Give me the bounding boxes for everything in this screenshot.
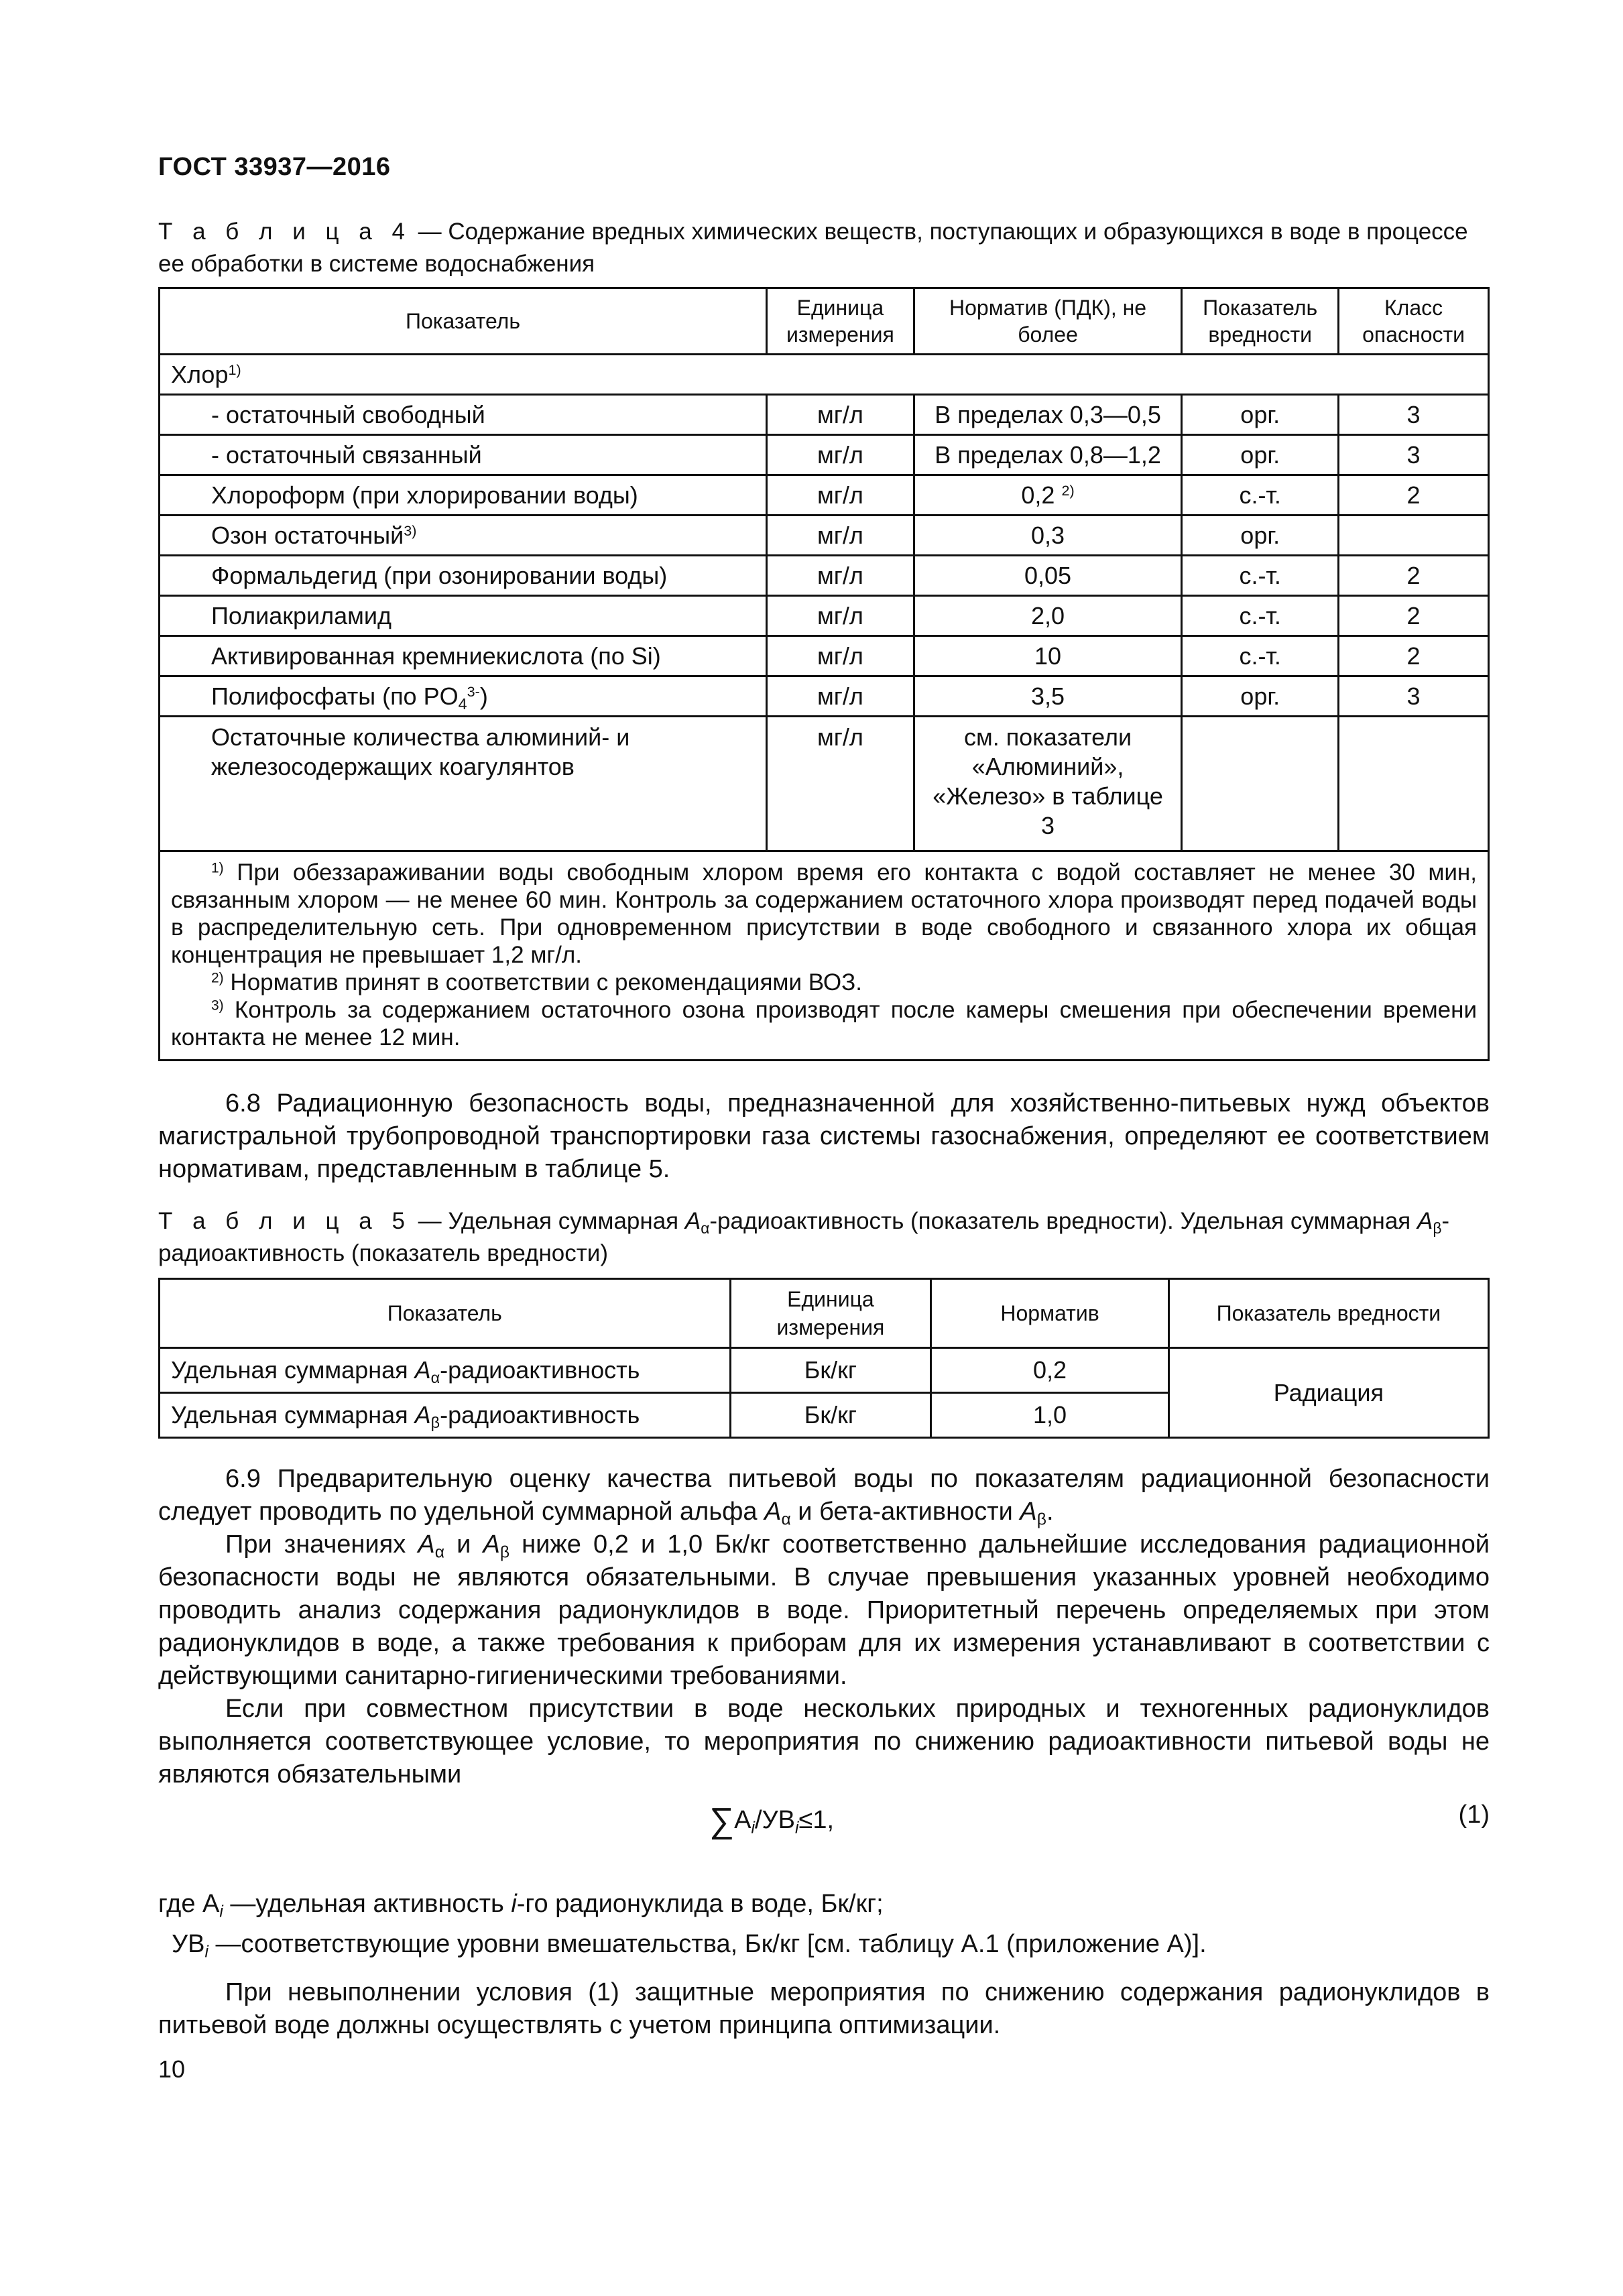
where-block <box>158 1884 1490 1964</box>
name-text: ) <box>479 682 488 710</box>
text: —соответствующие уровни вмешательства, Бк/кг [см. таблицу А.1 (приложение А)]. <box>208 1930 1207 1958</box>
index-i: i <box>219 1902 223 1921</box>
row-unit: Бк/кг <box>730 1348 931 1393</box>
footnote-1 <box>171 859 1477 969</box>
row-norm: 0,3 <box>914 516 1181 556</box>
paragraph-last <box>158 1976 1490 2042</box>
row-name <box>160 676 767 717</box>
text: —удельная активность <box>223 1890 512 1918</box>
symbol-a: A <box>418 1530 435 1559</box>
subscript: β <box>1433 1219 1442 1237</box>
paragraph-text <box>158 1528 1490 1693</box>
row-norm: В пределах 0,8—1,2 <box>914 435 1181 475</box>
text: и <box>444 1530 483 1559</box>
table-row <box>160 676 1489 717</box>
row-class: 3 <box>1339 676 1489 717</box>
paragraph-text <box>158 1463 1490 1528</box>
text: ниже 0,2 и 1,0 Бк/кг соответственно дальнейшие исследования радиационной безопасности воды не являются обязательными. В случае превышения указанных уровней необходимо проводить анализ содержания радионуклидов в воде. Приоритетный перечень определяемых при этом радионуклидов в воде, а также требования к приборам для их измерения устанавливают в соответствии с действующими санитарно-гигиеническими требованиями. <box>158 1530 1490 1690</box>
equation-formula <box>709 1801 834 1841</box>
sum-symbol: ∑ <box>709 1801 735 1840</box>
name-text: Удельная суммарная <box>171 1356 415 1384</box>
text: где A <box>158 1890 220 1918</box>
row-class: 2 <box>1339 636 1489 676</box>
row-harm: орг. <box>1182 516 1339 556</box>
footnote-text: Контроль за содержанием остаточного озона производят после камеры смешения при обеспечении времени контакта не менее 12 мин. <box>171 997 1477 1050</box>
table5-header-cell: Единица измерения <box>730 1279 931 1348</box>
table-row <box>160 636 1489 676</box>
row-unit: Бк/кг <box>730 1393 931 1438</box>
footnote-mark: 3) <box>404 522 417 539</box>
table4-header-cell: Единица измерения <box>766 288 914 355</box>
row-norm: 3,5 <box>914 676 1181 717</box>
table4-caption <box>158 216 1490 280</box>
row-harm <box>1182 717 1339 851</box>
table5-header-cell: Показатель вредности <box>1168 1279 1488 1348</box>
table5-caption <box>158 1205 1490 1270</box>
symbol-a: A <box>1020 1498 1037 1526</box>
row-class: 3 <box>1339 435 1489 475</box>
symbol-a: A <box>684 1208 701 1234</box>
text: При значениях <box>225 1530 418 1559</box>
row-name: Активированная кремниекислота (по Si) <box>160 636 767 676</box>
table-row <box>160 1348 1489 1393</box>
row-class <box>1339 717 1489 851</box>
eq-text: ≤1, <box>798 1806 835 1834</box>
table4-footnotes <box>160 851 1489 1061</box>
row-class: 2 <box>1339 596 1489 636</box>
symbol-a: A <box>764 1498 782 1526</box>
row-unit: мг/л <box>766 596 914 636</box>
table4-footnotes-row <box>160 851 1489 1061</box>
paragraph-text: Если при совместном присутствии в воде нескольких природных и техногенных радионуклидов выполняется соответствующее условие, то мероприятия по снижению радиоактивности питьевой воды не являются обязательными <box>158 1695 1490 1789</box>
name-text: -радиоактивность <box>440 1401 640 1429</box>
footnote-mark: 3) <box>211 998 224 1014</box>
table-row <box>160 475 1489 516</box>
table4-group-cell <box>160 355 1489 395</box>
table4-header-row <box>160 288 1489 355</box>
row-name: Полиакриламид <box>160 596 767 636</box>
name-text: Удельная суммарная <box>171 1401 415 1429</box>
row-name <box>160 516 767 556</box>
paragraph-6-9 <box>158 1463 1490 1791</box>
row-unit: мг/л <box>766 516 914 556</box>
symbol-a: A <box>483 1530 500 1559</box>
index-i: i <box>751 1819 755 1837</box>
table5-header-cell: Норматив <box>931 1279 1168 1348</box>
table-row <box>160 556 1489 596</box>
subscript: α <box>701 1219 710 1237</box>
name-text: -радиоактивность <box>440 1356 640 1384</box>
footnote-mark: 1) <box>228 361 241 378</box>
name-text: Озон остаточный <box>211 521 404 549</box>
equation-1 <box>158 1801 1490 1841</box>
row-name <box>160 1393 731 1438</box>
text: 6.9 Предварительную оценку качества питьевой воды по показателям радиационной безопасности следует проводить по удельной суммарной альфа <box>158 1465 1490 1526</box>
group-label: Хлор <box>171 360 229 388</box>
row-norm: В пределах 0,3—0,5 <box>914 395 1181 435</box>
where-line <box>158 1884 1490 1924</box>
eq-text: A <box>734 1806 752 1834</box>
subscript: α <box>781 1510 791 1529</box>
row-class: 3 <box>1339 395 1489 435</box>
row-norm: 0,2 <box>931 1348 1168 1393</box>
equation-number: (1) <box>1458 1801 1490 1829</box>
subscript: β <box>430 1414 440 1432</box>
eq-text: /УВ <box>754 1806 795 1834</box>
text: и бета-активности <box>790 1498 1020 1526</box>
paragraph-text: При невыполнении условия (1) защитные мероприятия по снижению содержания радионуклидов в питьевой воде должны осуществлять с учетом принципа оптимизации. <box>158 1978 1490 2039</box>
index-i: i <box>794 1819 799 1837</box>
row-harm: с.-т. <box>1182 596 1339 636</box>
name-text: Полифосфаты (по PO <box>211 682 459 710</box>
subscript: 4 <box>458 694 467 713</box>
footnote-mark: 1) <box>211 860 224 876</box>
table4 <box>158 287 1490 1061</box>
row-unit: мг/л <box>766 435 914 475</box>
row-norm: 10 <box>914 636 1181 676</box>
caption-text: — Удельная суммарная <box>411 1208 685 1234</box>
row-harm: орг. <box>1182 676 1339 717</box>
row-norm: см. показатели «Алюминий», «Железо» в таблице 3 <box>914 717 1181 851</box>
row-unit: мг/л <box>766 556 914 596</box>
row-name: - остаточный связанный <box>160 435 767 475</box>
footnote-mark: 2) <box>211 970 224 986</box>
table4-header-cell: Показатель <box>160 288 767 355</box>
table5-header-cell: Показатель <box>160 1279 731 1348</box>
row-norm: 2,0 <box>914 596 1181 636</box>
row-unit: мг/л <box>766 717 914 851</box>
table4-caption-text: — Содержание вредных химических веществ, поступающих и образующихся в воде в процессе ее обработки в системе водоснабжения <box>158 219 1468 277</box>
document-header: ГОСТ 33937—2016 <box>158 153 391 181</box>
symbol-a: A <box>1417 1208 1433 1234</box>
text: . <box>1046 1498 1054 1526</box>
text: -го радионуклида в воде, Бк/кг; <box>516 1890 884 1918</box>
symbol-a: A <box>414 1401 431 1429</box>
table5-caption-label: Т а б л и ц а 5 <box>158 1208 412 1234</box>
table4-caption-label: Т а б л и ц а 4 <box>158 219 412 245</box>
row-class <box>1339 516 1489 556</box>
paragraph-6-8 <box>158 1087 1490 1186</box>
footnote-text: Норматив принят в соответствии с рекомендациями ВОЗ. <box>223 969 863 995</box>
caption-text: -радиоактивность (показатель вредности) <box>158 1208 1450 1266</box>
footnote-2 <box>171 969 1477 996</box>
row-name <box>160 1348 731 1393</box>
row-harm: с.-т. <box>1182 556 1339 596</box>
row-norm: 0,05 <box>914 556 1181 596</box>
subscript: α <box>434 1543 444 1562</box>
footnote-text: При обеззараживании воды свободным хлором время его контакта с водой составляет не менее 30 мин, связанным хлором — не менее 60 мин. Контроль за содержанием остаточного хлора производят перед подачей воды в распределительную сеть. При одновременном присутствии в воде свободного и связанного хлора их общая концентрация не превышает 1,2 мг/л. <box>171 859 1477 968</box>
row-norm <box>914 475 1181 516</box>
footnote-3 <box>171 996 1477 1051</box>
where-line <box>158 1924 1490 1964</box>
index-i: i <box>511 1890 517 1918</box>
superscript: 3- <box>467 682 480 700</box>
page-number: 10 <box>158 2055 186 2083</box>
symbol-a: A <box>414 1356 431 1384</box>
row-norm: 1,0 <box>931 1393 1168 1438</box>
row-name: - остаточный свободный <box>160 395 767 435</box>
row-unit: мг/л <box>766 636 914 676</box>
caption-text: -радиоактивность (показатель вредности). Удельная суммарная <box>709 1208 1417 1234</box>
row-unit: мг/л <box>766 676 914 717</box>
table-row <box>160 395 1489 435</box>
norm-value: 0,2 <box>1021 481 1055 509</box>
table4-header-cell: Класс опасности <box>1339 288 1489 355</box>
row-harm: с.-т. <box>1182 636 1339 676</box>
subscript: β <box>1036 1510 1046 1529</box>
row-harm: орг. <box>1182 395 1339 435</box>
row-name: Остаточные количества алюминий- и железосодержащих коагулянтов <box>160 717 767 851</box>
table4-header-cell: Норматив (ПДК), не более <box>914 288 1181 355</box>
row-name: Формальдегид (при озонировании воды) <box>160 556 767 596</box>
table-row <box>160 717 1489 851</box>
row-name: Хлороформ (при хлорировании воды) <box>160 475 767 516</box>
footnote-mark: 2) <box>1061 481 1075 499</box>
subscript: α <box>430 1369 440 1387</box>
table4-group-row <box>160 355 1489 395</box>
row-harm: Радиация <box>1168 1348 1488 1438</box>
table-row <box>160 596 1489 636</box>
table-row <box>160 435 1489 475</box>
row-harm: орг. <box>1182 435 1339 475</box>
table5 <box>158 1278 1490 1439</box>
table5-header-row <box>160 1279 1489 1348</box>
row-class: 2 <box>1339 556 1489 596</box>
row-class: 2 <box>1339 475 1489 516</box>
paragraph-text: 6.8 Радиационную безопасность воды, предназначенной для хозяйственно-питьевых нужд объектов магистральной трубопроводной транспортировки газа системы газоснабжения, определяют ее соответствием нормативам, представленным в таблице 5. <box>158 1089 1490 1183</box>
row-unit: мг/л <box>766 475 914 516</box>
subscript: β <box>499 1543 510 1562</box>
table4-header-cell: Показатель вредности <box>1182 288 1339 355</box>
row-unit: мг/л <box>766 395 914 435</box>
row-harm: с.-т. <box>1182 475 1339 516</box>
index-i: i <box>204 1943 208 1961</box>
text: УВ <box>172 1930 205 1958</box>
table-row <box>160 516 1489 556</box>
